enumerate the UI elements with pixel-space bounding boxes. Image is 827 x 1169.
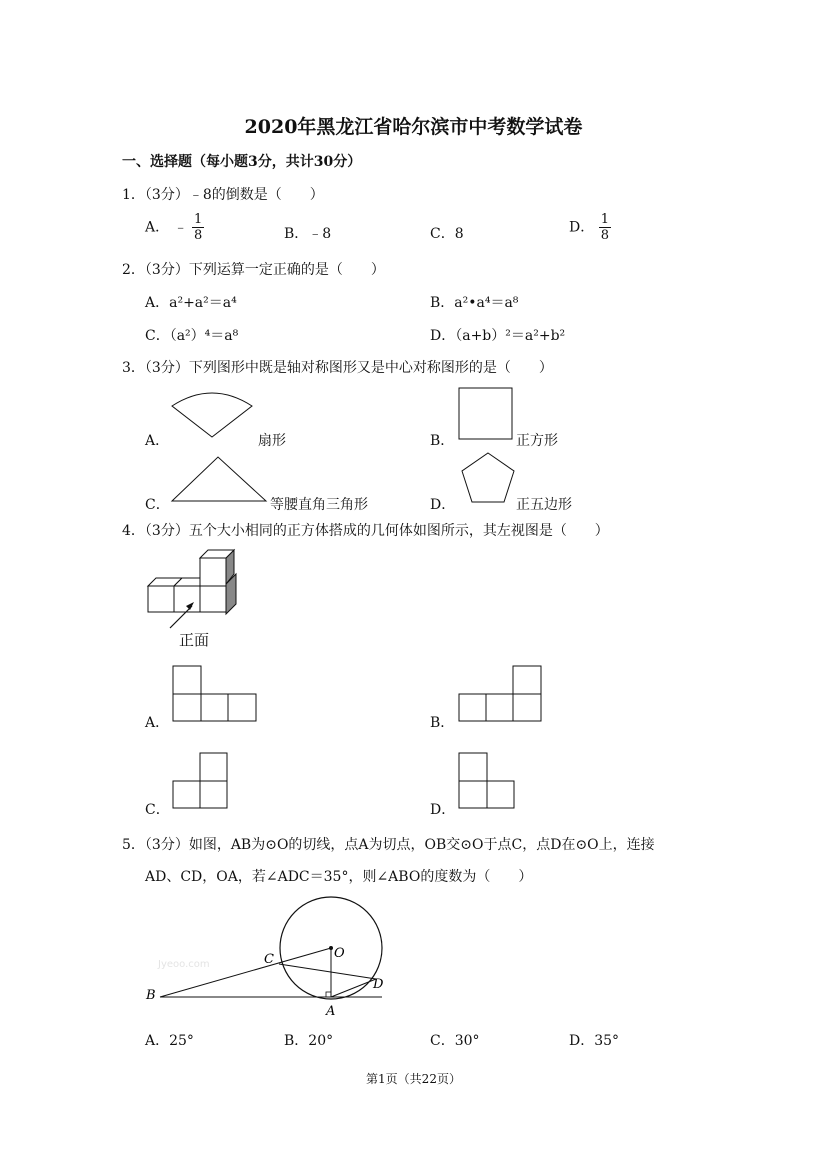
question-4-option-c-label: C． — [145, 802, 170, 818]
question-3-stem: 3．（3分）下列图形中既是轴对称图形又是中心对称图形的是（ ） — [122, 360, 553, 376]
watermark: Jyeoo.com — [158, 959, 210, 970]
pentagon-figure — [458, 450, 518, 506]
question-5-stem-line1: 5．（3分）如图，AB为⊙O的切线，点A为切点，OB交⊙O于点C，点D在⊙O上，连接 — [122, 837, 655, 853]
question-1-option-a — [145, 212, 204, 243]
point-o-label: O — [334, 946, 345, 961]
page-title: 2020年黑龙江省哈尔滨市中考数学试卷 — [244, 116, 583, 138]
minus-sign: ﹣ — [173, 219, 188, 236]
question-3-option-b-label: B． — [430, 433, 455, 449]
question-4-option-a-label: A． — [145, 715, 170, 731]
left-view-option-c-figure — [172, 752, 232, 810]
question-4-option-b-label: B． — [430, 715, 455, 731]
point-c-label: C — [264, 952, 274, 967]
section-heading: 一、选择题（每小题3分，共计30分） — [122, 154, 362, 170]
question-4-stem: 4．（3分）五个大小相同的正方体搭成的几何体如图所示，其左视图是（ ） — [122, 523, 609, 539]
front-view-label: 正面 — [179, 631, 210, 649]
point-d-label: D — [373, 977, 384, 992]
fraction: $\frac{1}{8}$ — [600, 212, 609, 243]
fraction: $\frac{1}{8}$ — [194, 212, 203, 243]
question-3-option-b-name: 正方形 — [516, 433, 558, 449]
question-5-option-c: C．30° — [430, 1033, 480, 1049]
left-view-option-b-figure — [458, 665, 544, 723]
point-b-label: B — [146, 988, 156, 1003]
question-3-option-d-name: 正五边形 — [516, 497, 572, 513]
question-2-option-a: A．a²+a²＝a⁴ — [145, 295, 237, 311]
question-5-option-b: B．20° — [284, 1033, 334, 1049]
point-a-label: A — [326, 1004, 336, 1019]
square-figure — [458, 387, 514, 441]
question-3-option-d-label: D． — [430, 497, 456, 513]
question-5-stem-line2: AD、CD，OA，若∠ADC＝35°，则∠ABO的度数为（ ） — [145, 869, 533, 885]
page-footer: 第1页（共22页） — [366, 1072, 461, 1086]
question-1-option-d — [569, 212, 611, 243]
question-5-option-a: A．25° — [145, 1033, 194, 1049]
question-2-option-c: C．（a²）⁴＝a⁸ — [145, 328, 239, 344]
question-3-option-c-name: 等腰直角三角形 — [270, 497, 368, 513]
cube-solid-figure — [140, 548, 250, 633]
question-1-stem: 1．（3分）﹣8的倒数是（ ） — [122, 187, 324, 203]
circle-tangent-figure — [140, 895, 400, 1020]
left-view-option-d-figure — [458, 752, 518, 810]
question-3-option-a-label: A． — [145, 433, 170, 449]
question-3-option-a-name: 扇形 — [258, 433, 286, 449]
option-label: D． — [569, 219, 595, 236]
question-4-option-d-label: D． — [430, 802, 456, 818]
question-1-option-b: B．﹣8 — [284, 226, 332, 242]
isosceles-right-triangle-figure — [170, 455, 270, 503]
question-5-option-d: D．35° — [569, 1033, 620, 1049]
sector-figure — [168, 384, 258, 444]
option-label: A． — [145, 219, 170, 236]
question-2-option-d: D．（a+b）²＝a²+b² — [430, 328, 566, 344]
left-view-option-a-figure — [172, 665, 258, 723]
question-1-option-c: C．8 — [430, 226, 464, 242]
question-3-option-c-label: C． — [145, 497, 170, 513]
question-2-option-b: B．a²•a⁴＝a⁸ — [430, 295, 519, 311]
question-2-stem: 2．（3分）下列运算一定正确的是（ ） — [122, 262, 385, 278]
